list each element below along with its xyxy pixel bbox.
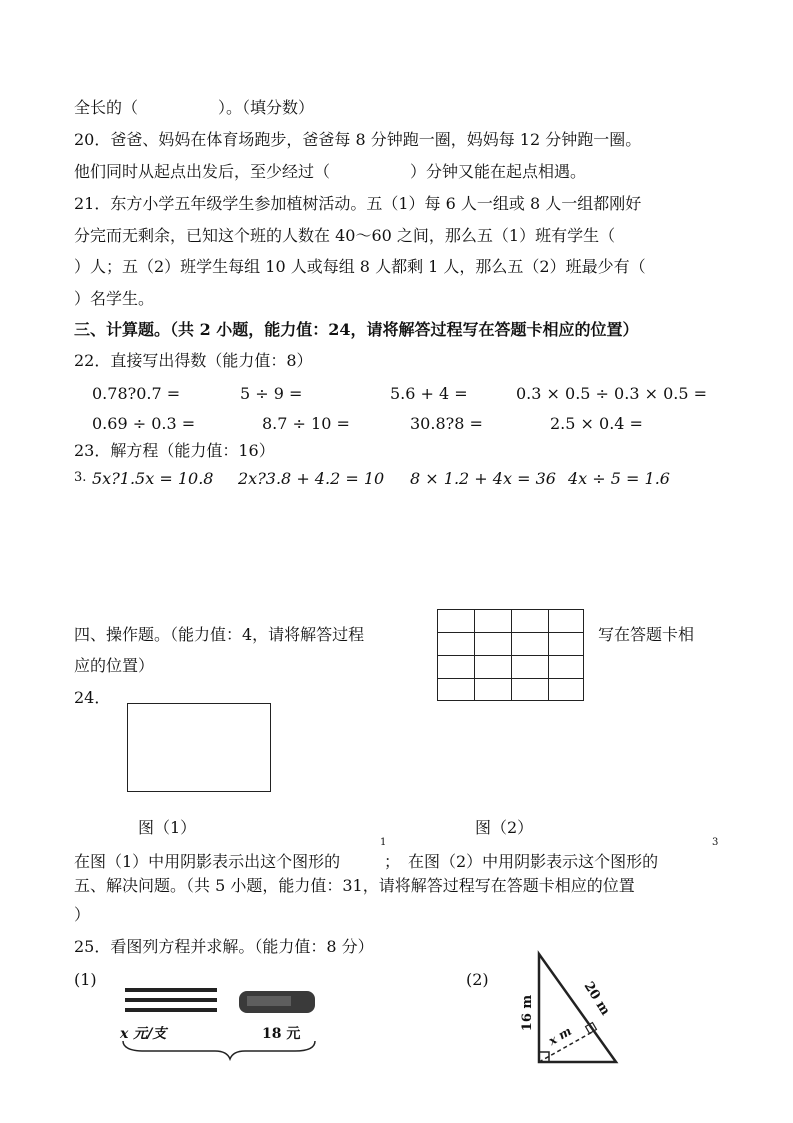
q23-title: 23．解方程（能力值：16）: [74, 441, 275, 460]
section4-title: 四、操作题。（能力值：4，请将解答过程: [74, 625, 365, 644]
section4-title-end: 应的位置）: [74, 656, 155, 675]
height-x-label: x m: [546, 1023, 574, 1049]
q25-title: 25．看图列方程并求解。（能力值：8 分）: [74, 937, 374, 956]
q22-title: 22．直接写出得数（能力值：8）: [74, 351, 313, 370]
pencil-2: [125, 998, 217, 1002]
shade-instruction-2: ； 在图（2）中用阴影表示这个图形的: [384, 852, 659, 871]
part-2-label: (2): [466, 970, 489, 989]
q21-line1: 21．东方小学五年级学生参加植树活动。五（1）每 6 人一组或 8 人一组都刚好: [74, 194, 642, 213]
calc-r1-c3: 5.6 + 4 =: [390, 384, 468, 403]
calc-r2-c1: 0.69 ÷ 0.3 =: [92, 414, 196, 433]
pencil-1: [125, 988, 217, 992]
pencil-figure: [115, 983, 325, 1063]
hypotenuse-20m-label: 20 m: [580, 979, 613, 1019]
eq-number: 3.: [74, 470, 87, 485]
q19-tail: 全长的（ ）。（填分数）: [74, 98, 315, 117]
equation-2: 2x?3.8 + 4.2 = 10: [238, 469, 385, 488]
figure-2-grid: [437, 609, 584, 701]
section3-title: 三、计算题。（共 2 小题，能力值：24，请将解答过程写在答题卡相应的位置）: [74, 320, 639, 339]
fraction-1-numerator: 1: [380, 837, 387, 848]
shade-instruction-1: 在图（1）中用阴影表示出这个图形的: [74, 852, 341, 871]
case-price-label: 18 元: [262, 1026, 301, 1042]
pencil-3: [125, 1008, 217, 1012]
q20-line1: 20．爸爸、妈妈在体育场跑步，爸爸每 8 分钟跑一圈，妈妈每 12 分钟跑一圈。: [74, 130, 642, 149]
equation-1: 5x?1.5x = 10.8: [92, 469, 214, 488]
calc-r1-c4: 0.3 × 0.5 ÷ 0.3 × 0.5 =: [516, 384, 708, 403]
fraction-3-numerator: 3: [712, 837, 719, 848]
calc-r2-c2: 8.7 ÷ 10 =: [262, 414, 350, 433]
q24-number: 24．: [74, 688, 111, 707]
calc-r2-c4: 2.5 × 0.4 =: [550, 414, 643, 433]
calc-r1-c1: 0.78?0.7 =: [92, 384, 181, 403]
figure-1-rectangle: [127, 703, 271, 792]
q21-line4: ）名学生。: [74, 289, 155, 308]
equation-4: 4x ÷ 5 = 1.6: [568, 469, 670, 488]
equation-3: 8 × 1.2 + 4x = 36: [410, 469, 556, 488]
q20-line2: 他们同时从起点出发后，至少经过（ ）分钟又能在起点相遇。: [74, 162, 587, 181]
pencil-price-label: x 元/支: [120, 1026, 167, 1042]
section5-title: 五、解决问题。（共 5 小题，能力值：31，请将解答过程写在答题卡相应的位置: [74, 876, 635, 895]
section4-title-cont: 写在答题卡相: [598, 625, 695, 644]
section5-title-end: ）: [74, 905, 91, 924]
calc-r1-c2: 5 ÷ 9 =: [240, 384, 303, 403]
side-16m-label: 16 m: [520, 994, 536, 1032]
figure-1-caption: 图（1）: [138, 818, 197, 837]
part-1-label: (1): [74, 970, 97, 989]
q21-line2: 分完而无剩余，已知这个班的人数在 40～60 之间，那么五（1）班有学生（: [74, 226, 616, 245]
calc-r2-c3: 30.8?8 =: [410, 414, 483, 433]
figure-2-caption: 图（2）: [475, 818, 534, 837]
q21-line3: ）人；五（2）班学生每组 10 人或每组 8 人都剩 1 人，那么五（2）班最少有（: [74, 257, 646, 276]
